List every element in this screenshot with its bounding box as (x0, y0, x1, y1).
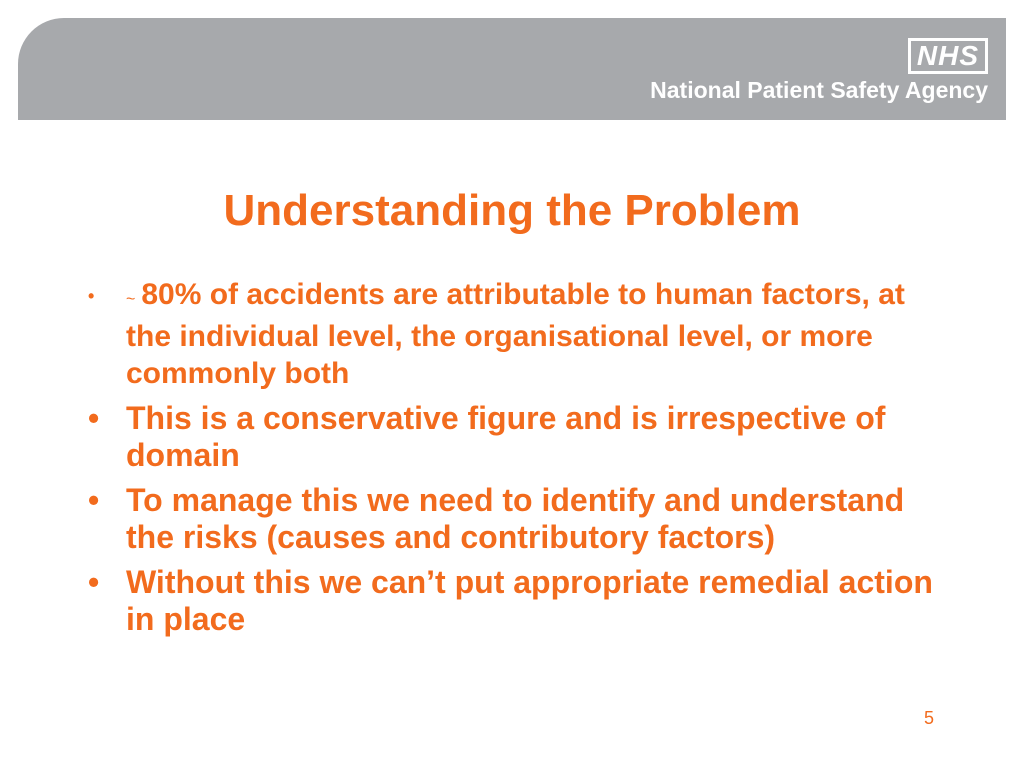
agency-name: National Patient Safety Agency (650, 77, 988, 103)
approx-symbol: ~ (126, 291, 136, 308)
bullet-list (86, 276, 936, 646)
bullet-dot-icon: • (88, 482, 100, 518)
bullet-dot-icon: • (88, 286, 95, 306)
bullet-item (86, 276, 936, 392)
bullet-text: To manage this we need to identify and understand the risks (causes and contributory factors) (126, 482, 905, 555)
bullet-item (86, 482, 936, 556)
slide-title: Understanding the Problem (223, 186, 801, 235)
header-band (18, 18, 1006, 120)
bullet-dot-icon: • (88, 564, 100, 600)
bullet-item (86, 564, 936, 638)
bullet-text: This is a conservative figure and is irrespective of domain (126, 400, 886, 473)
bullet-item (86, 400, 936, 474)
bullet-text: Without this we can’t put appropriate remedial action in place (126, 564, 933, 637)
page-number: 5 (924, 708, 935, 728)
bullet-text: 80% of accidents are attributable to human factors, at the individual level, the organisational level, or more commonly both (126, 278, 905, 390)
nhs-logo: NHS (908, 38, 988, 74)
bullet-dot-icon: • (88, 400, 100, 436)
